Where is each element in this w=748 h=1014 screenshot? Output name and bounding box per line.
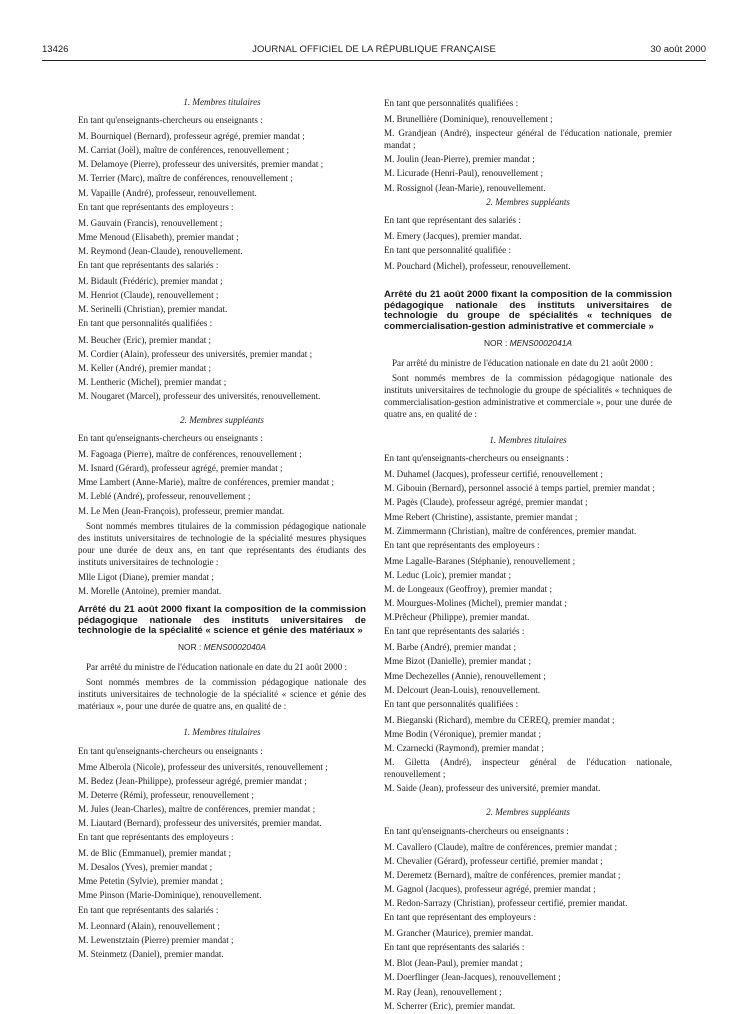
section-heading: 2. Membres suppléants [486,196,570,207]
arrete3-sont-nommes: Sont nommés membres de la commission pédagogique nationale des instituts universitaires de technologie du groupe de spécialités « techniques de commercialisation-gestion administrative et commerciale », pour une durée de quatre ans, en qualité de : [384,372,672,419]
category-label: En tant que représentants des employeurs : [384,539,540,550]
arrete2-title: Arrêté du 21 août 2000 fixant la composition de la commission pédagogique nationale des instituts universitaires de technologie de la spécialité « science et génie des matériaux » [78,604,366,637]
arrete3-par-arrete: Par arrêté du ministre de l'éducation nationale en date du 21 août 2000 : [392,357,653,368]
section-heading: 1. Membres titulaires [183,97,261,107]
journal-title: JOURNAL OFFICIEL DE LA RÉPUBLIQUE FRANÇAISE [252,44,496,55]
spacer [384,424,672,434]
member-entry: M. Redon-Sarrazy (Christian), professeur certifié, premier mandat. [384,897,628,908]
member-entry: M. Serinelli (Christian), premier mandat. [78,304,228,315]
member-entry: M. Steinmetz (Daniel), premier mandat. [78,948,224,959]
category-label: En tant que représentants des employeurs : [78,832,234,843]
member-entry: M. Bieganski (Richard), membre du CEREQ, premier mandat ; [384,714,615,725]
issue-date: 30 août 2000 [650,44,706,55]
member-entry: M. Deremetz (Bernard), maître de conférences, premier mandat ; [384,869,621,880]
arrete2-sont-nommes: Sont nommés membres de la commission pédagogique nationale des instituts universitaires de technologie de la spécialité « science et génie des matériaux », pour une durée de quatre ans, en qualité de : [78,677,366,712]
section-heading: 2. Membres suppléants [486,807,570,818]
member-entry: M. Gagnol (Jacques), professeur agrégé, premier mandat ; [384,883,596,894]
arrete1-substitutes-list [78,414,366,597]
member-entry: M. Desalos (Yves), premier mandat ; [78,862,213,873]
member-entry: M. Le Men (Jean-François), professeur, premier mandat. [78,505,285,516]
category-label: En tant que personnalités qualifiées : [78,318,213,329]
section-heading: 1. Membres titulaires [489,435,567,446]
member-entry: M. Emery (Jacques), premier mandat. [384,230,522,241]
member-entry: M. Saide (Jean), professeur des université, premier mandat. [384,783,601,794]
member-entry: Mme Alberola (Nicole), professeur des universités, renouvellement ; [78,761,328,772]
category-label: En tant que représentants des salariés : [384,942,525,953]
member-entry: M. Scherrer (Eric), premier mandat. [384,1000,516,1011]
category-label: En tant que représentants des salariés : [78,904,219,915]
header-rule [42,60,706,61]
category-label: En tant qu'enseignants-chercheurs ou enseignants : [384,453,569,464]
member-entry: M. Grancher (Maurice), premier mandat. [384,928,534,939]
category-label: En tant que représentants des salariés : [384,626,525,637]
appointment-paragraph: Sont nommés membres titulaires de la commission pédagogique nationale des instituts universitaires de technologie de la spécialité mesures physiques pour une durée de deux ans, en tant que représentants des étudiants des instituts universitaires de technologie : [78,520,366,567]
member-entry: M. Leduc (Loïc), premier mandat ; [384,569,512,580]
member-entry: M. Bedez (Jean-Philippe), professeur agrégé, premier mandat ; [78,775,307,786]
spacer [78,404,366,414]
page-header [42,44,706,58]
section-heading: 1. Membres titulaires [183,727,261,738]
nor-label: NOR : [484,337,510,348]
member-entry: M. Terrier (Marc), maître de conférences, renouvellement ; [78,173,293,184]
member-entry: M. de Blic (Emmanuel), premier mandat ; [78,848,232,859]
member-entry: M. de Longeaux (Geoffroy), premier mandat ; [384,584,553,594]
member-entry: M. Leonnard (Alain), renouvellement ; [78,920,220,931]
member-entry: M. Reymond (Jean-Claude), renouvellement. [78,245,243,256]
category-label: En tant que représentant des salariés : [384,214,521,225]
member-entry: M. Giletta (André), inspecteur général de l'éducation nationale, renouvellement ; [384,757,672,780]
member-entry: M. Brunellière (Dominique), renouvellement ; [384,114,553,125]
member-entry: M. Henriot (Claude), renouvellement ; [78,290,219,301]
member-entry: M. Chevalier (Gérard), professeur certifié, premier mandat ; [384,855,603,866]
member-entry: M. Licurade (Henri-Paul), renouvellement ; [384,168,544,179]
member-entry: M. Joulin (Jean-Pierre), premier mandat ; [384,154,535,165]
arrete2-par-arrete: Par arrêté du ministre de l'éducation nationale en date du 21 août 2000 : [86,662,347,673]
member-entry: M. Isnard (Gérard), professeur agrégé, premier mandat ; [78,463,283,474]
member-entry: M. Delamoye (Pierre), professeur des universités, premier mandat ; [78,159,324,170]
arrete3-nor [384,337,672,349]
member-entry: Mme Petetin (Sylvie), premier mandat ; [78,876,223,887]
nor-code: MENS0002041A [509,337,572,348]
arrete2-qualified-list [384,97,672,194]
member-entry: M. Rossignol (Jean-Marie), renouvellement. [384,182,546,193]
arrete3-substitutes-list [384,806,672,1011]
member-entry: Mme Pinson (Marie-Dominique), renouvellement. [78,890,262,901]
member-entry: M. Bidault (Frédéric), premier mandat ; [78,276,223,287]
member-entry: M. Nougaret (Marcel), professeur des universités, renouvellement. [78,390,321,401]
member-entry: M. Jules (Jean-Charles), maître de conférences, premier mandat ; [78,803,316,814]
member-entry: M. Carriat (Joël), maître de conférences, renouvellement ; [78,145,290,156]
nor-label: NOR : [178,641,204,652]
member-entry: Mme Menoud (Elisabeth), premier mandat ; [78,231,239,242]
category-label: En tant que représentants des salariés : [78,260,219,271]
member-entry: M. Duhamel (Jacques), professeur certifié, renouvellement ; [384,469,603,480]
member-entry: M. Keller (André), premier mandat ; [78,362,212,373]
category-label: En tant que personnalité qualifiée : [384,244,512,255]
member-entry: M. Vapaille (André), professeur, renouvellement. [78,187,257,198]
category-label: En tant que représentant des employeurs : [384,912,537,923]
category-label: En tant qu'enseignants-chercheurs ou enseignants : [78,745,263,756]
member-entry: M. Mourgues-Molines (Michel), premier mandat ; [384,598,567,609]
category-label: En tant que personnalités qualifiées : [384,98,519,108]
member-entry: M. Gauvain (Francis), renouvellement ; [78,217,223,228]
member-entry: M. Beucher (Eric), premier mandat ; [78,334,212,345]
member-entry: M. Cavallero (Claude), maître de conférences, premier mandat ; [384,841,618,852]
arrete2-nor [78,641,366,653]
category-label: En tant que représentants des employeurs : [78,201,234,212]
arrete3-title: Arrêté du 21 août 2000 fixant la composition de la commission pédagogique nationale des instituts universitaires de technologie du groupe de spécialités « techniques de commercialisation-gestion administrative et commerciale » [384,289,672,332]
member-entry: Mme Bodin (Véronique), premier mandat ; [384,728,542,739]
member-entry: M. Leblé (André), professeur, renouvellement ; [78,491,251,502]
member-entry: M. Doerflinger (Jean-Jacques), renouvellement ; [384,972,561,983]
member-entry: M. Deterre (Rémi), professeur, renouvellement ; [78,789,254,800]
member-entry: M. Grandjean (André), inspecteur général de l'éducation nationale, premier mandat ; [384,128,672,151]
arrete2-substitutes-list [384,196,672,272]
section-heading: 2. Membres suppléants [180,414,264,425]
spacer [78,716,366,726]
member-entry: Mlle Ligot (Diane), premier mandat ; [78,572,214,582]
member-entry: M. Pagès (Claude), professeur agrégé, premier mandat ; [384,497,588,508]
member-entry: M.Prêcheur (Philippe), premier mandat. [384,612,530,623]
member-entry: M. Czarnecki (Raymond), premier mandat ; [384,743,544,754]
category-label: En tant que personnalités qualifiées : [384,698,519,709]
member-entry: M. Cordier (Alain), professeur des universités, premier mandat ; [78,348,313,359]
member-entry: Mme Bizot (Danielle), premier mandat ; [384,656,531,667]
member-entry: M. Ray (Jean), renouvellement ; [384,986,502,997]
category-label: En tant qu'enseignants-chercheurs ou enseignants : [78,115,263,126]
category-label: En tant qu'enseignants-chercheurs ou enseignants : [384,825,569,836]
page-number: 13426 [42,44,69,55]
right-column [384,95,672,1014]
member-entry: M. Morelle (Antoine), premier mandat. [78,586,222,597]
member-entry: Mme Lagalle-Baranes (Stéphanie), renouvellement ; [384,555,576,566]
category-label: En tant qu'enseignants-chercheurs ou enseignants : [78,433,263,444]
spacer [384,796,672,806]
arrete3-members-list [384,434,672,794]
member-entry: M. Delcourt (Jean-Louis), renouvellement. [384,684,541,695]
member-entry: M. Lentheric (Michel), premier mandat ; [78,376,227,387]
left-column [78,96,366,962]
member-entry: M. Barbe (André), premier mandat ; [384,642,517,653]
member-entry: M. Pouchard (Michel), professeur, renouvellement. [384,261,571,272]
member-entry: M. Bourniquel (Bernard), professeur agrégé, premier mandat ; [78,131,305,142]
member-entry: Mme Lambert (Anne-Marie), maître de conférences, premier mandat ; [78,477,335,488]
member-entry: Mme Dechezelles (Annie), renouvellement ; [384,670,546,681]
member-entry: M. Lewenstztain (Pierre) premier mandat ; [78,934,234,945]
member-entry: M. Blot (Jean-Paul), premier mandat ; [384,958,523,969]
arrete1-members-list [78,96,366,402]
member-entry: Mme Rebert (Christine), assistante, premier mandat ; [384,511,578,522]
member-entry: M. Fagoaga (Pierre), maître de conférences, renouvellement ; [78,449,302,460]
member-entry: M. Gibouin (Bernard), personnel associé à temps partiel, premier mandat ; [384,483,655,494]
member-entry: M. Zimmermann (Christian), maître de conférences, premier mandat. [384,525,637,536]
arrete2-members-list [78,726,366,960]
member-entry: M. Liautard (Bernard), professeur des universités, premier mandat. [78,818,322,828]
nor-code: MENS0002040A [203,641,266,652]
